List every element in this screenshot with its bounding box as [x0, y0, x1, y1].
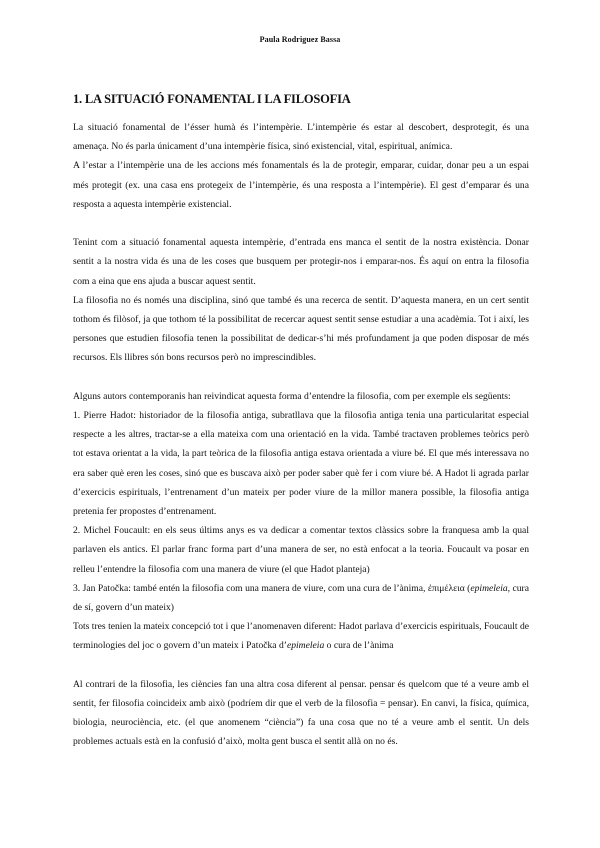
page-header-author: Paula Rodriguez Bassa — [259, 35, 341, 44]
paragraph-disciplina: La filosofia no és només una disciplina, sinó que també és una recerca de sentit. D’aquesta manera, en un cert sentit tothom és filòsof, ja que tothom té la possibilitat de recercar aquest sentit sense estudiar a una acadèmia. Tot i així, les persones que estudien filosofia tenen la possibilitat de dedicar-s’hi més profundament ja que poden disposar de més recursos. Els llibres són bons recursos però no imprescindibles. — [73, 294, 529, 364]
paragraph-gap — [73, 214, 529, 233]
paragraph-patocka — [73, 579, 529, 617]
paragraph-autors: Alguns autors contemporanis han reivindicat aquesta forma d’entendre la filosofia, com per exemple els següents: — [73, 390, 511, 402]
document-body — [73, 118, 529, 752]
paragraph-tots-tres — [73, 617, 529, 655]
paragraph-foucault: 2. Michel Foucault: en els seus últims anys es va dedicar a comentar textos clàssics sobre la franquesa amb la qual parlaven els antics. El parlar franc forma part d’una manera de ser, no està enfocat a la teoria. Foucault va posar en relleu l’entendre la filosofia com una manera de viure (el que Hadot planteja) — [73, 525, 529, 575]
patocka-text-end: , cura de sí, govern d’un mateix) — [73, 582, 529, 614]
paragraph-ciencies: Al contrari de la filosofia, les ciències fan una altra cosa diferent al pensar. pensar és quelcom que té a veure amb el sentit, fer filosofia coincideix amb això (podríem dir que el verb de la filosofia = pensar). En canvi, la física, química, biologia, neurociència, etc. (el que anomenem “ciència”) fa una cosa que no té a veure amb el sentit. Un dels problemes actuals està en la confusió d’això, molta gent busca el sentit allà on no és. — [73, 678, 529, 748]
paragraph-sentit: Tenint com a situació fonamental aquesta intempèrie, d’entrada ens manca el sentit de la nostra existència. Donar sentit a la nostra vida és una de les coses que busquem per protegir-nos i emparar-nos. És aquí on entra la filosofia com a eina que ens ajuda a buscar aquest sentit. — [73, 237, 529, 287]
tots-tres-epimeleia-term: epimeleia — [286, 640, 325, 652]
section-heading: 1. LA SITUACIÓ FONAMENTAL I LA FILOSOFIA — [73, 92, 351, 106]
paragraph-protegir: A l’estar a l’intempèrie una de les accions més fonamentals és la de protegir, emparar, cuidar, donar peu a un espai més protegit (ex. una casa ens protegeix de l’intempèrie, és una resposta a l’intempèrie). El gest d’emparar és una resposta a aquesta intempèrie existencial. — [73, 160, 529, 210]
tots-tres-text-end: o cura de l’ànima — [324, 640, 394, 652]
paragraph-gap — [73, 656, 529, 675]
tots-tres-text-start: Tots tres tenien la mateix concepció tot i que l’anomenaven diferent: Hadot parlava d’exercicis espirituals, Foucault de terminologies del joc o govern d’un mateix i Patočka d’ — [73, 621, 529, 652]
paragraph-gap — [73, 368, 529, 387]
paragraph-intemperie: La situació fonamental de l’ésser humà és l’intempèrie. L’intempèrie és estar al descobert, desprotegit, és una amenaça. No és parla únicament d’una intempèrie física, sinó existencial, vital, espiritual, anímica. — [73, 122, 529, 153]
patocka-epimeleia-term: epimeleia — [470, 582, 508, 594]
paragraph-hadot: 1. Pierre Hadot: historiador de la filosofia antiga, subratllava que la filosofia antiga tenia una particularitat especial respecte a les altres, tractar-se a ella mateixa com una orientació en la vida. També tractaven problemes teòrics però tot estava orientat a la vida, la part teòrica de la filosofia antiga estava orientada a viure bé. El que més interessava no era saber què eren les coses, sinó que es buscava això per poder saber què fer i com viure bé. A Hadot li agrada parlar d’exercicis espirituals, l’entrenament d’un mateix per poder viure de la millor manera possible, la filosofia antiga pretenia fer propostes d’entrenament. — [73, 410, 529, 518]
patocka-text-start: 3. Jan Patočka: també entén la filosofia com una manera de viure, com una cura de l’ànima, ἐπιμέλεια ( — [73, 582, 471, 594]
